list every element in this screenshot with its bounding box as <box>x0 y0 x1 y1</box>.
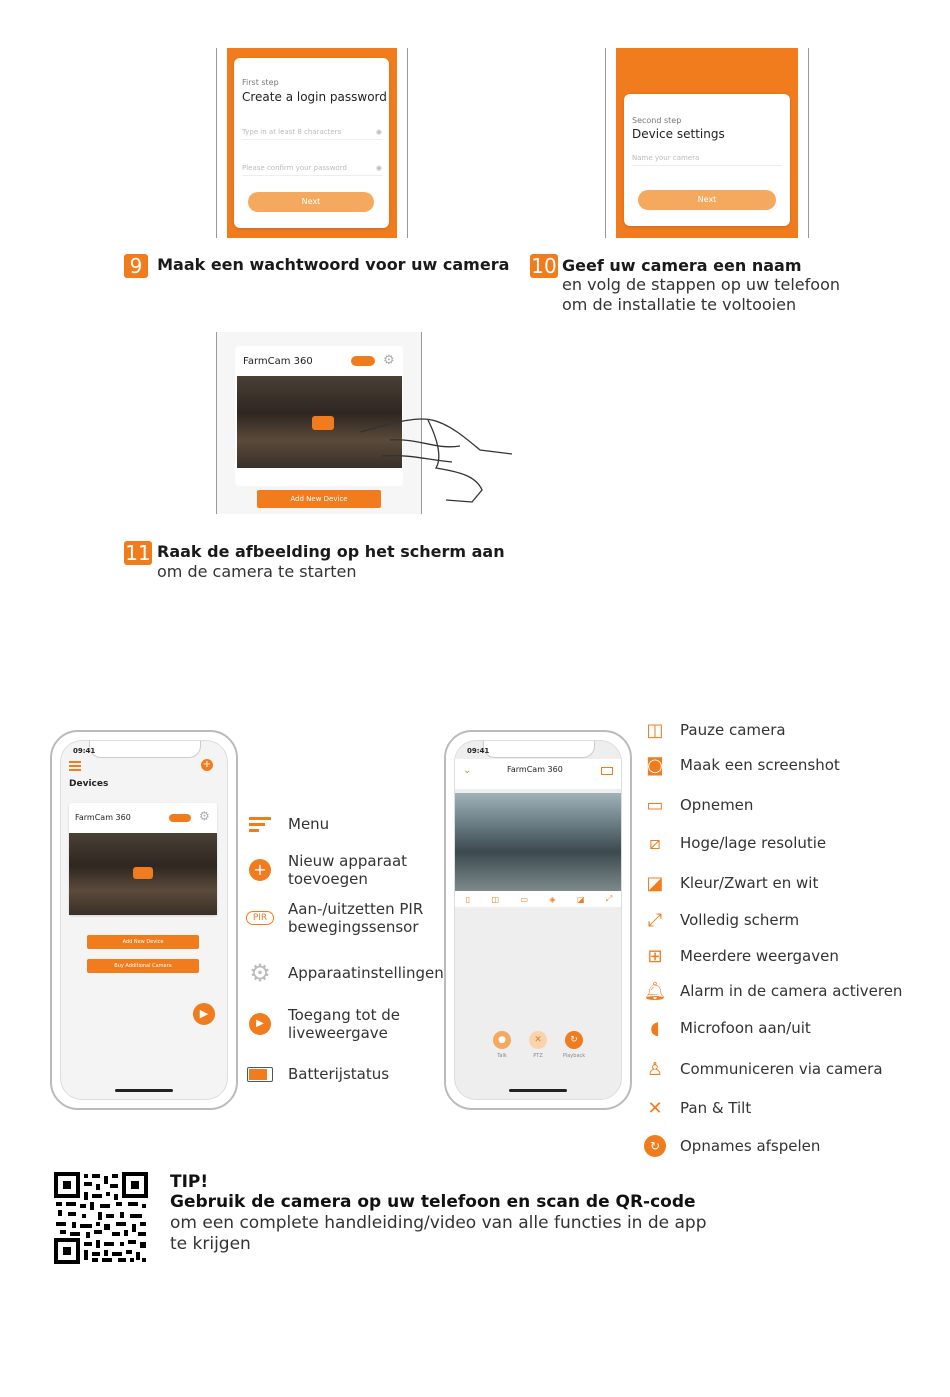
pir-icon: PIR <box>238 906 282 930</box>
microphone-icon: ◖ <box>650 1017 660 1039</box>
feature-label: Pauze camera <box>680 721 786 739</box>
camera-title: FarmCam 360 <box>507 765 563 774</box>
feature-label: Pan & Tilt <box>680 1099 752 1117</box>
feature-microphone <box>640 1015 811 1041</box>
screenshot-icon[interactable]: ◫ <box>491 894 500 904</box>
resolution-icon[interactable]: ◈ <box>549 894 556 904</box>
camera-thumbnail[interactable] <box>69 833 217 915</box>
ptz-button[interactable]: ✕ <box>529 1031 547 1049</box>
feature-playback <box>640 1133 820 1159</box>
status-time: 09:41 <box>467 747 490 755</box>
step-label: First step <box>242 78 279 87</box>
feature-label: Volledig scherm <box>680 911 800 929</box>
alarm-icon: 🔔︎ <box>643 980 667 1002</box>
step-title: Maak een wachtwoord voor uw camera <box>157 255 510 274</box>
add-new-device-button[interactable]: Add New Device <box>87 935 199 949</box>
legend-label-1: Nieuw apparaat <box>288 852 408 870</box>
feature-label: Opnemen <box>680 796 754 814</box>
pir-toggle[interactable] <box>169 814 191 822</box>
step-label: Second step <box>632 116 682 125</box>
tip-line1: om een complete handleiding/video van alle functies in de app <box>170 1213 707 1233</box>
legend-battery <box>246 1062 389 1086</box>
pantilt-icon: ✕ <box>647 1097 663 1119</box>
feature-resolution <box>640 830 826 856</box>
feature-pantilt <box>640 1095 751 1121</box>
card-heading: Device settings <box>632 127 725 141</box>
talk-button[interactable]: ● <box>493 1031 511 1049</box>
camera-name: FarmCam 360 <box>243 356 313 367</box>
step9-phone <box>216 48 408 238</box>
live-play-icon[interactable]: ▶ <box>193 1003 215 1025</box>
confirm-password-input[interactable]: Please confirm your password ◉ <box>242 164 382 176</box>
menu-icon <box>246 812 274 836</box>
step-number: 10 <box>531 254 557 278</box>
next-button[interactable]: Next <box>248 192 374 212</box>
step-title: Geef uw camera een naam <box>562 256 802 275</box>
feature-talk <box>640 1056 883 1082</box>
page-title: Devices <box>69 779 109 789</box>
tip-line2: te krijgen <box>170 1234 251 1254</box>
feature-label: Microfoon aan/uit <box>680 1019 811 1037</box>
legend-label-1: Aan-/uitzetten PIR <box>288 900 424 918</box>
legend-menu <box>246 812 329 836</box>
plus-icon: + <box>246 858 274 882</box>
fullscreen-icon[interactable]: ⤢ <box>605 894 613 903</box>
play-icon[interactable] <box>312 416 334 430</box>
qr-code <box>54 1172 148 1264</box>
device-card[interactable] <box>69 803 217 915</box>
pause-icon[interactable]: ▯ <box>465 894 471 904</box>
legend-label-2: liveweergave <box>288 1024 388 1042</box>
next-button[interactable]: Next <box>638 190 776 210</box>
phone-notch <box>89 741 201 758</box>
live-video[interactable] <box>455 793 622 891</box>
home-indicator <box>509 1089 567 1092</box>
feature-color <box>640 870 818 896</box>
step-line1: en volg de stappen op uw telefoon <box>562 275 840 294</box>
legend-add <box>246 852 407 888</box>
feature-label: Communiceren via camera <box>680 1060 883 1078</box>
feature-fullscreen <box>640 907 799 933</box>
gear-icon: ⚙ <box>249 959 271 987</box>
legend-pir <box>238 900 423 936</box>
tip-label: TIP! <box>170 1172 209 1192</box>
feature-record <box>640 792 753 818</box>
step11-caption <box>124 541 152 565</box>
battery-icon <box>246 1062 274 1086</box>
add-icon[interactable]: + <box>202 759 212 770</box>
feature-alarm <box>640 978 902 1004</box>
step-number: 9 <box>124 254 148 278</box>
legend-label-2: bewegingssensor <box>288 918 419 936</box>
password-input[interactable]: Type in at least 8 characters ◉ <box>242 128 382 140</box>
phone-notch <box>483 741 595 758</box>
tip-title: Gebruik de camera op uw telefoon en scan de QR-code <box>170 1192 696 1212</box>
legend-label-1: Toegang tot de <box>288 1006 400 1024</box>
play-icon: ▶ <box>246 1012 274 1036</box>
record-icon[interactable]: ▭ <box>520 894 528 904</box>
camera-name: FarmCam 360 <box>75 813 131 822</box>
step10-phone <box>605 48 809 238</box>
feature-label: Opnames afspelen <box>680 1137 821 1155</box>
status-time: 09:41 <box>73 747 96 755</box>
playback-icon: ↻ <box>640 1133 670 1159</box>
resolution-icon: ⧄ <box>649 832 661 854</box>
color-icon: ◪ <box>646 872 664 894</box>
add-new-device-button[interactable]: Add New Device <box>257 490 381 508</box>
legend-label: Menu <box>288 815 330 833</box>
multiview-icon: ⊞ <box>647 945 663 967</box>
ptz-label: PTZ <box>533 1053 543 1059</box>
feature-screenshot <box>640 752 840 778</box>
legend-label: Apparaatinstellingen <box>288 964 444 982</box>
step-line2: om de installatie te voltooien <box>562 295 797 314</box>
home-indicator <box>115 1089 173 1092</box>
battery-icon <box>601 767 613 775</box>
step-line1: om de camera te starten <box>157 562 357 581</box>
hand-illustration <box>360 410 520 510</box>
feature-label: Alarm in de camera activeren <box>680 982 903 1000</box>
pir-toggle[interactable] <box>351 356 375 366</box>
feature-label: Kleur/Zwart en wit <box>680 874 819 892</box>
play-icon[interactable] <box>133 867 153 879</box>
camera-name-input[interactable]: Name your camera <box>632 154 782 166</box>
feature-label: Hoge/lage resolutie <box>680 834 827 852</box>
talk-icon: ♙ <box>646 1058 664 1080</box>
card-heading: Create a login password <box>242 90 387 104</box>
record-icon: ▭ <box>646 794 664 816</box>
legend-label: Batterijstatus <box>288 1065 390 1083</box>
legend-label-2: toevoegen <box>288 870 368 888</box>
playback-button[interactable]: ↻ <box>565 1031 583 1049</box>
screenshot-icon: ◙ <box>646 754 664 776</box>
feature-pause <box>640 717 786 743</box>
buy-camera-button[interactable]: Buy Additional Camera <box>87 959 199 973</box>
feature-multiview <box>640 943 839 969</box>
feature-label: Maak een screenshot <box>680 756 840 774</box>
menu-icon[interactable] <box>69 761 81 771</box>
legend-live <box>246 1006 400 1042</box>
talk-label: Talk <box>497 1053 507 1059</box>
legend-settings <box>246 961 444 985</box>
gear-icon[interactable]: ⚙ <box>383 353 395 368</box>
back-icon[interactable]: ⌄ <box>463 765 472 776</box>
devices-phone <box>50 730 238 1110</box>
color-icon[interactable]: ◪ <box>576 894 585 904</box>
step-number: 11 <box>125 541 151 565</box>
playback-label: Playback <box>562 1053 586 1059</box>
live-view-phone <box>444 730 632 1110</box>
fullscreen-icon: ⤢ <box>647 909 663 931</box>
device-settings-card <box>624 94 790 226</box>
password-card <box>234 58 389 228</box>
gear-icon[interactable]: ⚙ <box>199 809 210 823</box>
pause-icon: ◫ <box>646 719 664 741</box>
feature-label: Meerdere weergaven <box>680 947 839 965</box>
step9-caption <box>124 254 509 278</box>
step10-caption <box>530 254 558 278</box>
control-bar <box>455 891 622 907</box>
step-title: Raak de afbeelding op het scherm aan <box>157 542 505 561</box>
